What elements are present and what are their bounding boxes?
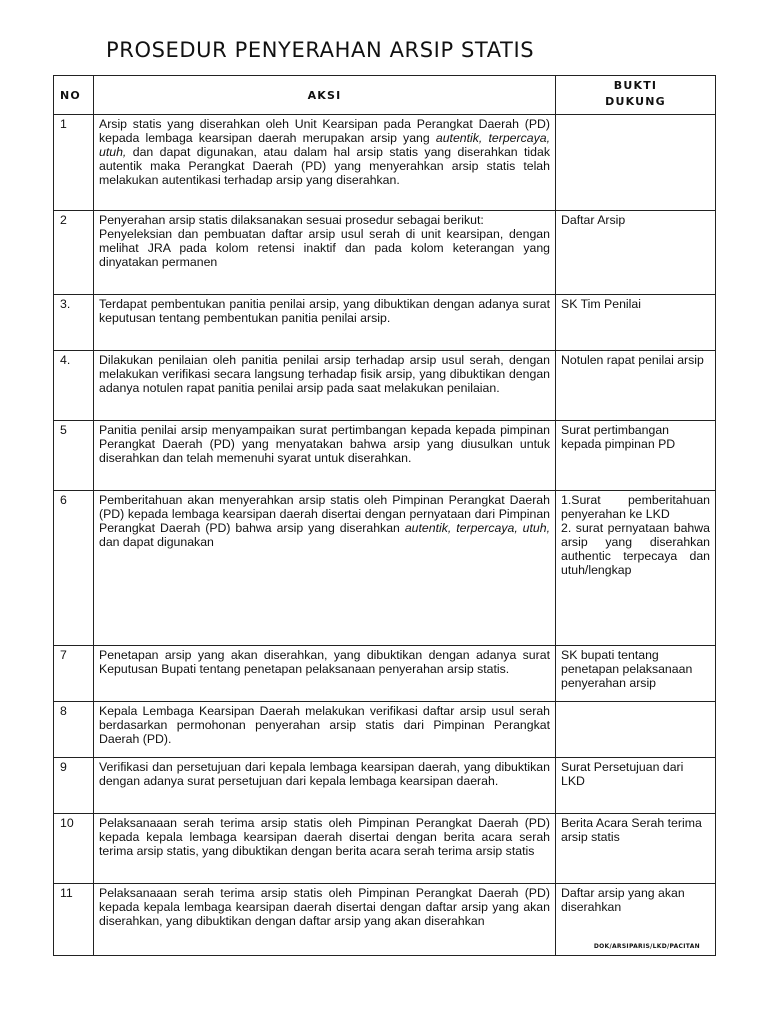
header-bukti-line2: DUKUNG <box>605 95 666 108</box>
row-aksi: Verifikasi dan persetujuan dari kepala lembaga kearsipan daerah, yang dibuktikan dengan adanya surat persetujuan dari kepala lembaga kearsipan daerah. <box>94 758 556 814</box>
table-row <box>54 295 716 351</box>
row-number: 3. <box>54 295 94 351</box>
table-header-row <box>54 76 716 115</box>
page-title: PROSEDUR PENYERAHAN ARSIP STATIS <box>106 38 535 62</box>
aksi-text: Pemberitahuan akan menyerahkan arsip statis oleh Pimpinan Perangkat Daerah (PD) kepada lembaga kearsipan daerah disertai dengan pernyataan dari Pimpinan Perangkat Daerah (PD) bahwa arsip yang diserahkan <box>99 493 550 535</box>
aksi-text: Penyeleksian dan pembuatan daftar arsip usul serah di unit kearsipan, dengan melihat JRA pada kolom retensi inaktif dan pada kolom keterangan yang dinyatakan permanen <box>99 227 550 269</box>
aksi-italic-text: autentik, terpercaya, utuh, <box>99 131 550 159</box>
row-aksi: Penetapan arsip yang akan diserahkan, yang dibuktikan dengan adanya surat Keputusan Bupati tentang penetapan pelaksanaan penyerahan arsip statis. <box>94 646 556 702</box>
table-row <box>54 351 716 421</box>
row-aksi <box>94 491 556 646</box>
row-aksi: Dilakukan penilaian oleh panitia penilai arsip terhadap arsip usul serah, dengan melakukan verifikasi secara langsung terhadap fisik arsip, yang dibuktikan dengan adanya notulen rapat panitia penilai arsip pada saat melakukan penilaian. <box>94 351 556 421</box>
document-code: DOK/ARSIPARIS/LKD/PACITAN <box>593 943 700 950</box>
header-aksi: AKSI <box>94 76 556 115</box>
row-aksi: Terdapat pembentukan panitia penilai arsip, yang dibuktikan dengan adanya surat keputusan tentang pembentukan panitia penilai arsip. <box>94 295 556 351</box>
row-aksi: Pelaksanaaan serah terima arsip statis oleh Pimpinan Perangkat Daerah (PD) kepada kepala lembaga kearsipan daerah disertai dengan berita acara serah terima arsip statis, yang dibuktikan dengan berita acara serah terima arsip statis <box>94 814 556 884</box>
table-row <box>54 491 716 646</box>
row-number: 9 <box>54 758 94 814</box>
row-bukti: Daftar Arsip <box>556 211 716 295</box>
row-number: 4. <box>54 351 94 421</box>
table-row <box>54 758 716 814</box>
aksi-text: dan dapat digunakan, atau dalam hal arsip statis yang diserahkan tidak autentik maka Perangkat Daerah (PD) yang menyerahkan arsip statis telah melakukan autentikasi terhadap arsip yang diserahkan. <box>99 145 550 187</box>
row-number: 6 <box>54 491 94 646</box>
row-number: 10 <box>54 814 94 884</box>
row-number: 11 <box>54 884 94 956</box>
header-bukti-dukung <box>556 76 716 115</box>
aksi-italic-text: autentik, terpercaya, utuh, <box>404 521 550 535</box>
row-number: 7 <box>54 646 94 702</box>
table-row <box>54 646 716 702</box>
table-row <box>54 211 716 295</box>
row-bukti: Berita Acara Serah terima arsip statis <box>556 814 716 884</box>
row-aksi <box>94 115 556 211</box>
row-bukti: Daftar arsip yang akan diserahkan <box>556 884 716 956</box>
row-bukti: SK bupati tentang penetapan pelaksanaan penyerahan arsip <box>556 646 716 702</box>
row-bukti <box>556 491 716 646</box>
table-row <box>54 702 716 758</box>
row-aksi: Pelaksanaaan serah terima arsip statis oleh Pimpinan Perangkat Daerah (PD) kepada kepala lembaga kearsipan daerah disertai dengan daftar arsip yang akan diserahkan, yang dibuktikan dengan daftar arsip yang akan diserahkan <box>94 884 556 956</box>
aksi-text: Arsip statis yang diserahkan oleh Unit Kearsipan pada Perangkat Daerah (PD) kepada lembaga kearsipan daerah merupakan arsip yang <box>99 117 550 145</box>
bukti-item-1: 1.Surat pemberitahuan penyerahan ke LKD <box>561 493 710 521</box>
row-number: 1 <box>54 115 94 211</box>
row-number: 8 <box>54 702 94 758</box>
row-bukti: Notulen rapat penilai arsip <box>556 351 716 421</box>
procedure-table <box>53 75 716 956</box>
aksi-text: Penyerahan arsip statis dilaksanakan sesuai prosedur sebagai berikut: <box>99 213 484 227</box>
header-bukti-line1: BUKTI <box>613 79 658 92</box>
row-aksi: Kepala Lembaga Kearsipan Daerah melakukan verifikasi daftar arsip usul serah berdasarkan permohonan penyerahan arsip statis dari Pimpinan Perangkat Daerah (PD). <box>94 702 556 758</box>
row-aksi <box>94 211 556 295</box>
bukti-item-2: 2. surat pernyataan bahwa arsip yang diserahkan authentic terpecaya dan utuh/lengkap <box>561 521 710 577</box>
row-aksi: Panitia penilai arsip menyampaikan surat pertimbangan kepada kepada pimpinan Perangkat Daerah (PD) yang menyatakan bahwa arsip yang diusulkan untuk diserahkan dan telah memenuhi syarat untuk diserahkan. <box>94 421 556 491</box>
row-bukti <box>556 115 716 211</box>
row-bukti: Surat pertimbangan kepada pimpinan PD <box>556 421 716 491</box>
table-row <box>54 115 716 211</box>
aksi-text: dan dapat digunakan <box>99 535 214 549</box>
row-bukti <box>556 702 716 758</box>
header-no: NO <box>54 76 94 115</box>
row-number: 2 <box>54 211 94 295</box>
row-bukti: Surat Persetujuan dari LKD <box>556 758 716 814</box>
table-row <box>54 421 716 491</box>
row-number: 5 <box>54 421 94 491</box>
row-bukti: SK Tim Penilai <box>556 295 716 351</box>
table-row <box>54 814 716 884</box>
